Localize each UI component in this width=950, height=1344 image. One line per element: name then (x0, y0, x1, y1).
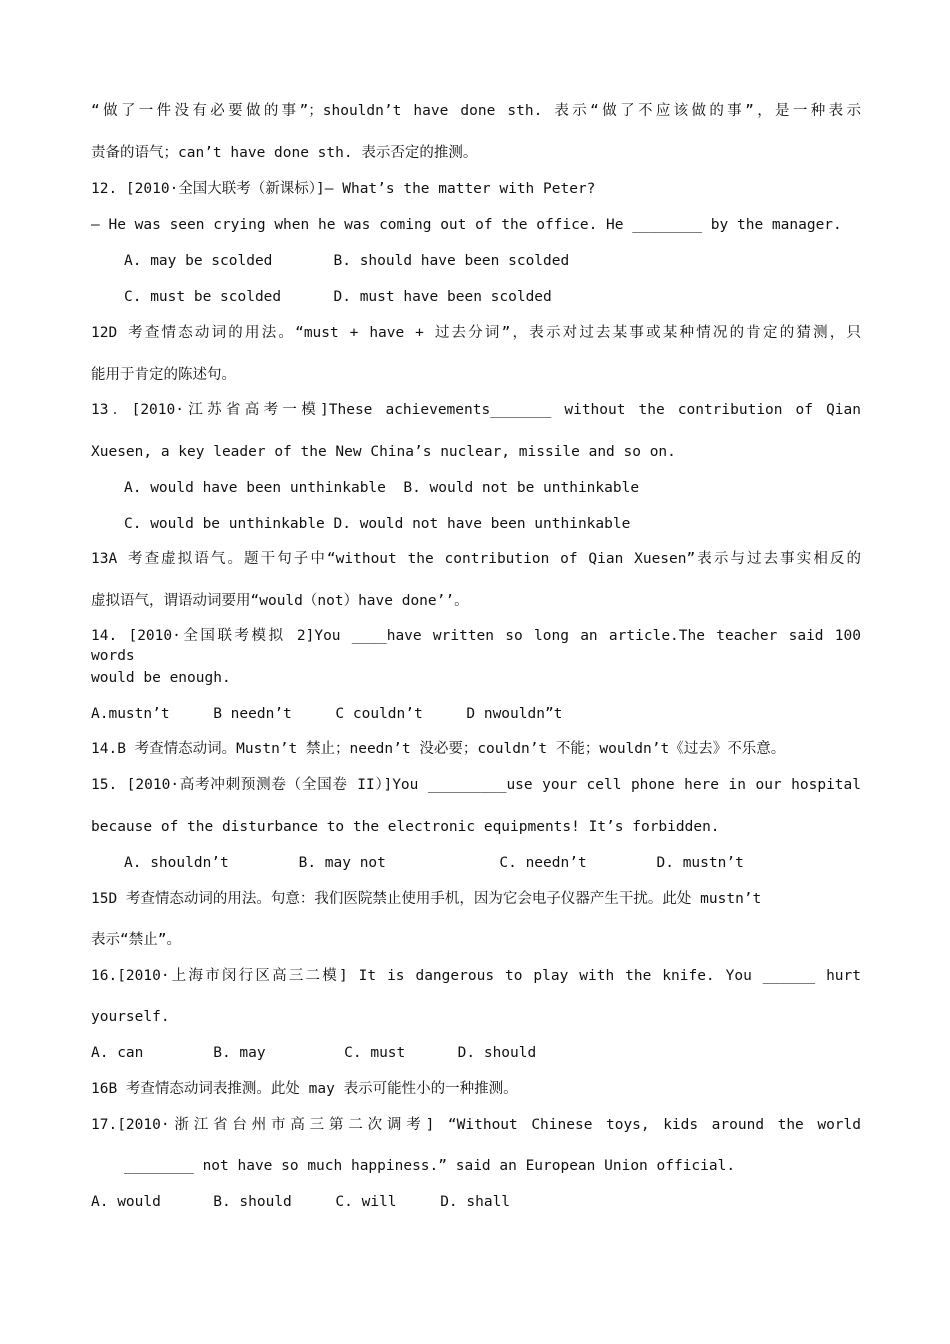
question-16-stem-cont: yourself. (91, 1009, 170, 1025)
question-16-options: A. can B. may C. must D. should (91, 1045, 537, 1061)
question-17-options: A. would B. should C. will D. shall (91, 1194, 511, 1210)
text-line: 责备的语气；can’t have done sth. 表示否定的推测。 (91, 145, 478, 161)
question-12-options-ab: A. may be scolded B. should have been scolded (124, 253, 570, 269)
question-15-stem: 15. [2010·高考冲刺预测卷（全国卷 II）]You _________use your cell phone here in our hospital (91, 777, 861, 793)
answer-13-explanation: 13A 考查虚拟语气。题干句子中“without the contribution of Qian Xuesen”表示与过去事实相反的 (91, 551, 861, 567)
question-12-options-cd: C. must be scolded D. must have been scolded (124, 289, 552, 305)
question-13-stem-cont: Xuesen, a key leader of the New China’s nuclear, missile and so on. (91, 444, 676, 460)
question-15-stem-cont: because of the disturbance to the electronic equipments! It’s forbidden. (91, 819, 720, 835)
question-17-stem-cont: ________ not have so much happiness.” said an European Union official. (124, 1158, 736, 1174)
answer-12-explanation-cont: 能用于肯定的陈述句。 (91, 367, 236, 383)
question-14-stem: 14. [2010·全国联考模拟 2]You ____have written so long an article.The teacher said 100 words (91, 628, 861, 664)
answer-14-explanation: 14.B 考查情态动词。Mustn’t 禁止；needn’t 没必要；couldn’t 不能；wouldn’t《过去》不乐意。 (91, 741, 786, 757)
answer-12-explanation: 12D 考查情态动词的用法。“must + have + 过去分词”，表示对过去某事或某种情况的肯定的猜测，只 (91, 325, 861, 341)
answer-15-explanation: 15D 考查情态动词的用法。句意：我们医院禁止使用手机，因为它会电子仪器产生干扰。此处 mustn’t (91, 891, 762, 907)
question-13-stem: 13．[2010·江苏省高考一模]These achievements_______ without the contribution of Qian (91, 402, 861, 418)
question-12-sentence: — He was seen crying when he was coming out of the office. He ________ by the manager. (91, 217, 842, 233)
question-16-stem: 16.[2010·上海市闵行区高三二模] It is dangerous to play with the knife. You ______ hurt (91, 968, 861, 984)
question-13-options-cd: C. would be unthinkable D. would not have been unthinkable (124, 516, 631, 532)
question-15-options: A. shouldn’t B. may not C. needn’t D. mustn’t (124, 855, 744, 871)
answer-16-explanation: 16B 考查情态动词表推测。此处 may 表示可能性小的一种推测。 (91, 1081, 518, 1097)
answer-13-explanation-cont: 虚拟语气，谓语动词要用“would（not）have done’’。 (91, 593, 469, 609)
question-14-stem-cont: would be enough. (91, 670, 231, 686)
question-12-stem: 12. [2010·全国大联考（新课标）]— What’s the matter with Peter? (91, 181, 596, 197)
question-13-options-ab: A. would have been unthinkable B. would not be unthinkable (124, 480, 640, 496)
text-line: “做了一件没有必要做的事”；shouldn’t have done sth. 表示“做了不应该做的事”，是一种表示 (91, 103, 861, 119)
question-17-stem: 17.[2010·浙江省台州市高三第二次调考] “Without Chinese toys, kids around the world (91, 1117, 861, 1133)
question-14-options: A.mustn’t B needn’t C couldn’t D nwouldn”t (91, 706, 563, 722)
answer-15-explanation-cont: 表示“禁止”。 (91, 932, 181, 948)
